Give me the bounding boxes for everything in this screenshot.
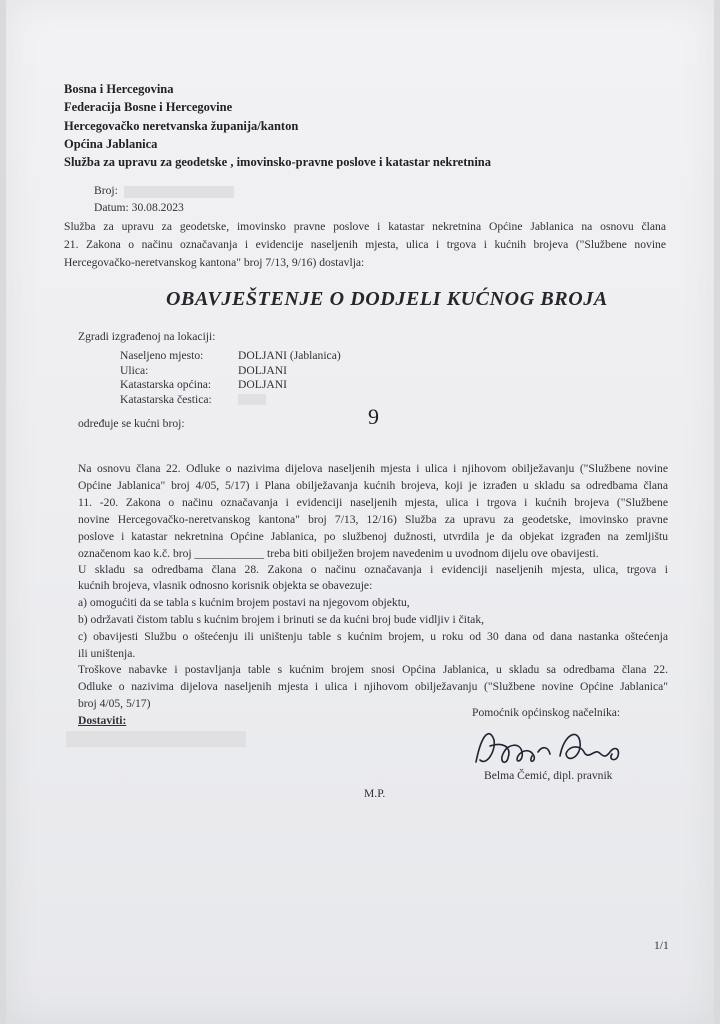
signer-role: Pomoćnik općinskog načelnika: [472, 706, 621, 719]
intro-line-3: Hercegovačko-neretvanskog kantona" broj 7/13, 9/16) dostavlja: [64, 256, 365, 269]
p3-line-1: Troškove nabavke i postavljanja table s kućnim brojem snosi Općina Jablanica, u skladu sa odredbama člana 22. [78, 663, 668, 676]
label-katastarska-cestica: Katastarska čestica: [120, 393, 212, 406]
value-naseljeno-mjesto: DOLJANI (Jablanica) [238, 349, 341, 362]
p1-line-2: Općine Jablanica" broj 4/05, 5/17) i Plana obilježavanja kućnih brojeva, koji je izrađen u skladu sa odredbama člana [78, 479, 668, 492]
label-naseljeno-mjesto: Naseljeno mjesto: [120, 349, 204, 362]
p1-line-4: novine Hercegovačko-neretvanskog kantona" broj 7/13, 12/16) Služba za upravu za geodetske, imovinsko pravne [78, 513, 668, 526]
header-country: Bosna i Hercegovina [64, 82, 174, 96]
list-item-c: c) obavijesti Službu o oštećenju ili uništenju table s kućnim brojem, u roku od 30 dana od dana nastanka oštećenja [78, 630, 668, 643]
list-item-a: a) omogućiti da se tabla s kućnim brojem postavi na njegovom objektu, [78, 596, 410, 609]
redacted-broj [124, 186, 234, 198]
p1-line-3: 11. -20. Zakona o načinu označavanja i evidenciji naseljenih mjesta, ulica i trgova i kućnih brojeva ("Službene [78, 496, 668, 509]
value-ulica: DOLJANI [238, 364, 287, 377]
location-lead: Zgradi izgrađenoj na lokaciji: [78, 330, 216, 343]
p3-line-3: broj 4/05, 5/17) [78, 697, 151, 710]
assign-label: određuje se kućni broj: [78, 417, 185, 430]
stamp-placeholder: M.P. [364, 787, 386, 800]
document-title: OBAVJEŠTENJE O DODJELI KUĆNOG BROJA [166, 288, 608, 310]
p3-line-2: Odluke o nazivima dijelova naseljenih mjesta i ulica i njihovom obilježavanju ("Službene novine Općine Jablanica" [78, 680, 668, 693]
intro-line-1: Služba za upravu za geodetske, imovinsko pravne poslove i katastar nekretnina Općine Jablanica na osnovu člana [64, 220, 666, 233]
p1-line-6: označenom kao k.č. broj ____________ treba biti obilježen brojem navedenim u uvodnom dijelu ove obavijesti. [78, 547, 599, 560]
label-katastarska-opcina: Katastarska općina: [120, 378, 212, 391]
header-municipality: Općina Jablanica [64, 137, 158, 151]
p2-line-1: U skladu sa odredbama člana 28. Zakona o načinu označavanja i evidenciji naseljenih mjesta, ulica, trgova i [78, 563, 668, 576]
intro-line-2: 21. Zakona o načinu označavanja i evidencije naseljenih mjesta, ulica i trgova i kućnih brojeva ("Službene novine [64, 238, 666, 251]
header-federation: Federacija Bosne i Hercegovine [64, 100, 233, 114]
header-service: Služba za upravu za geodetske , imovinsko-pravne poslove i katastar nekretnina [64, 155, 492, 169]
broj-label: Broj: [94, 184, 118, 197]
datum-label: Datum: 30.08.2023 [94, 201, 184, 214]
list-item-c-cont: ili uništenja. [78, 647, 136, 660]
p1-line-5: poslove i katastar nekretnina Općine Jablanica, po službenoj dužnosti, utvrdila je da objekat izgrađen na zemljištu [78, 530, 668, 543]
dostaviti-label: Dostaviti: [78, 714, 127, 727]
p2-line-2: kućnih brojeva, vlasnik odnosno korisnik objekta se obavezuje: [78, 579, 373, 592]
page-number: 1/1 [654, 939, 669, 952]
redacted-recipient [66, 731, 246, 747]
value-katastarska-opcina: DOLJANI [238, 378, 287, 391]
house-number: 9 [368, 404, 379, 429]
list-item-b: b) održavati čistom tablu s kućnim brojem i brinuti se da kućni broj bude vidljiv i čitak, [78, 613, 485, 626]
signer-name: Belma Čemić, dipl. pravnik [484, 769, 613, 782]
signature-graphic [468, 722, 628, 774]
p1-line-1: Na osnovu člana 22. Odluke o nazivima dijelova naseljenih mjesta i ulica i njihovom obilježavanju ("Službene novine [78, 462, 668, 475]
header-canton: Hercegovačko neretvanska županija/kanton [64, 119, 299, 133]
label-ulica: Ulica: [120, 364, 149, 377]
document-page [6, 0, 714, 1024]
redacted-cestica [238, 394, 266, 405]
